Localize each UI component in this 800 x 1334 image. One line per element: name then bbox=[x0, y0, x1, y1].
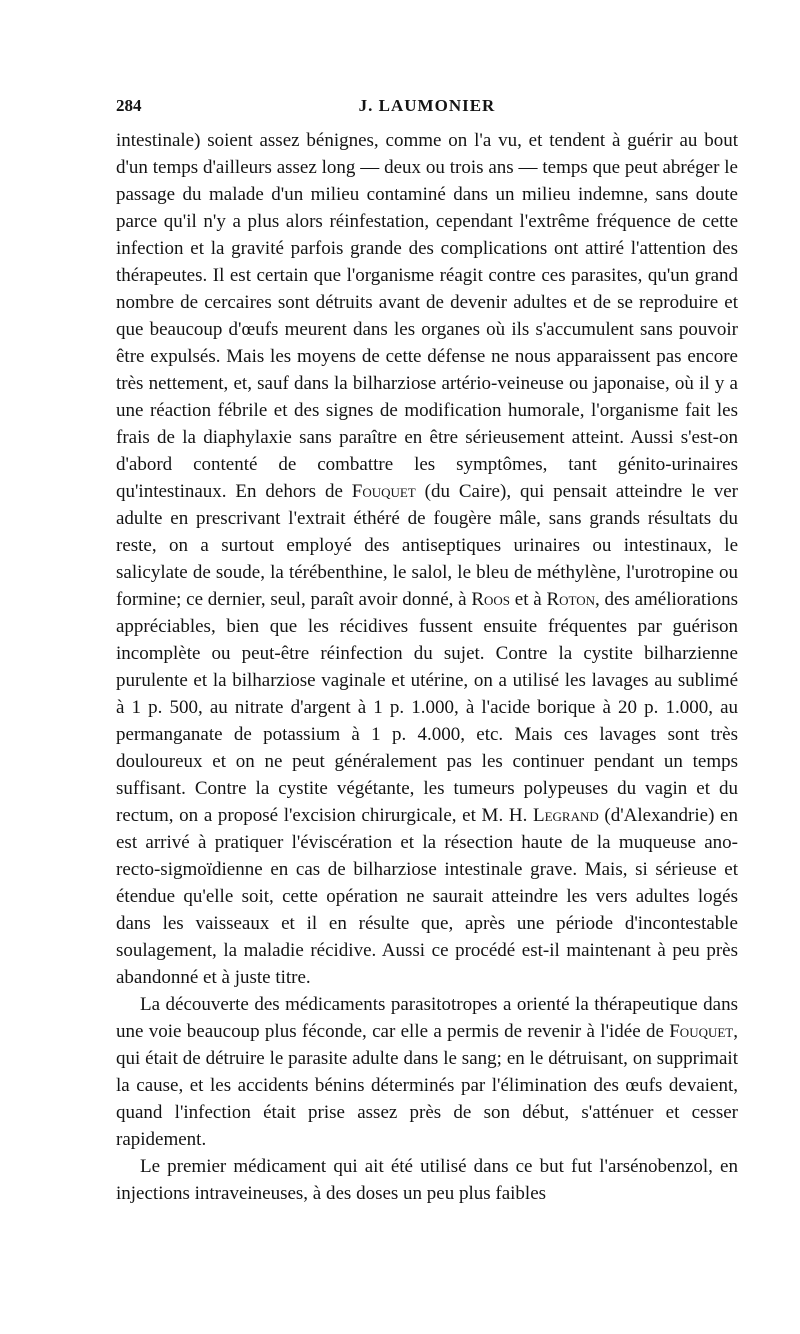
text-run: , des améliorations appréciables, bien que les récidives fussent ensuite fréquentes par guérison incomplète ou peut-être réinfection du sujet. Contre la cystite bilharzienne purulente et la bilharziose vaginale et utérine, on a utilisé les lavages au sublimé à 1 p. 500, au nitrate d'argent à 1 p. 1.000, à l'acide borique à 20 p. 1.000, au permanganate de potassium à 1 p. 4.000, etc. Mais ces lavages sont très douloureux et on ne peut généralement pas les continuer pendant un temps suffisant. Contre la cystite végétante, les tumeurs polypeuses du vagin et du rectum, on a proposé l'excision chirurgicale, et M. H. bbox=[116, 589, 738, 826]
paragraph bbox=[116, 1153, 738, 1207]
text-run: Le premier médicament qui ait été utilisé dans ce but fut l'arsénobenzol, en injections intraveineuses, à des doses un peu plus faibles bbox=[116, 1156, 738, 1204]
text-run: (d'Alexandrie) en est arrivé à pratiquer l'éviscération et la résection haute de la muqueuse ano-recto-sigmoïdienne en cas de bilharziose intestinale grave. Mais, si sérieuse et étendue qu'elle soit, cette opération ne saurait atteindre les vers adultes logés dans les vaisseaux et il en résulte que, après une période d'incontestable soulagement, la maladie récidive. Aussi ce procédé est-il maintenant à peu près abandonné et à juste titre. bbox=[116, 805, 738, 988]
paragraph bbox=[116, 127, 738, 991]
paragraph bbox=[116, 991, 738, 1153]
page-number: 284 bbox=[116, 96, 142, 115]
page-header bbox=[116, 96, 738, 124]
author-name: Roos bbox=[471, 589, 511, 610]
text-run: , qui était de détruire le parasite adulte dans le sang; en le détruisant, on supprimait la cause, et les accidents bénins déterminés par l'élimination des œufs devaient, quand l'infection était prise assez près de son début, s'atténuer et cesser rapidement. bbox=[116, 1021, 738, 1150]
text-run: La découverte des médicaments parasitotropes a orienté la thérapeutique dans une voie beaucoup plus féconde, car elle a permis de revenir à l'idée de bbox=[116, 994, 738, 1042]
text-run: et à bbox=[510, 589, 547, 610]
author-name: Roton bbox=[546, 589, 595, 610]
author-name: Legrand bbox=[532, 805, 599, 826]
author-name: Fouquet bbox=[669, 1021, 734, 1042]
body-text bbox=[116, 127, 738, 1207]
running-head: J. LAUMONIER bbox=[358, 96, 496, 115]
text-run: intestinale) soient assez bénignes, comme on l'a vu, et tendent à guérir au bout d'un temps d'ailleurs assez long — deux ou trois ans — temps que peut abréger le passage du malade d'un milieu contaminé dans un milieu indemne, sans doute parce qu'il n'y a plus alors réinfestation, cependant l'extrême fréquence de cette infection et la gravité parfois grande des complications ont attiré l'attention des thérapeutes. Il est certain que l'organisme réagit contre ces parasites, qu'un grand nombre de cercaires sont détruits avant de devenir adultes et de se reproduire et que beaucoup d'œufs meurent dans les organes où ils s'accumulent sans pouvoir être expulsés. Mais les moyens de cette défense ne nous apparaissent pas encore très nettement, et, sauf dans la bilharziose artério-veineuse ou japonaise, où il y a une réaction fébrile et des signes de modification humorale, l'organisme fait les frais de la diaphylaxie sans paraître en être sérieusement atteint. Aussi s'est-on d'abord contenté de combattre les symptômes, tant génito-urinaires qu'intestinaux. En dehors de bbox=[116, 130, 738, 502]
author-name: Fouquet bbox=[351, 481, 416, 502]
text-run: (du Caire), qui pensait atteindre le ver adulte en prescrivant l'extrait éthéré de fougère mâle, sans grands résultats du reste, on a surtout employé des antiseptiques urinaires ou intestinaux, le salicylate de soude, la térébenthine, le salol, le bleu de méthylène, l'urotropine ou formine; ce dernier, seul, paraît avoir donné, à bbox=[116, 481, 738, 610]
